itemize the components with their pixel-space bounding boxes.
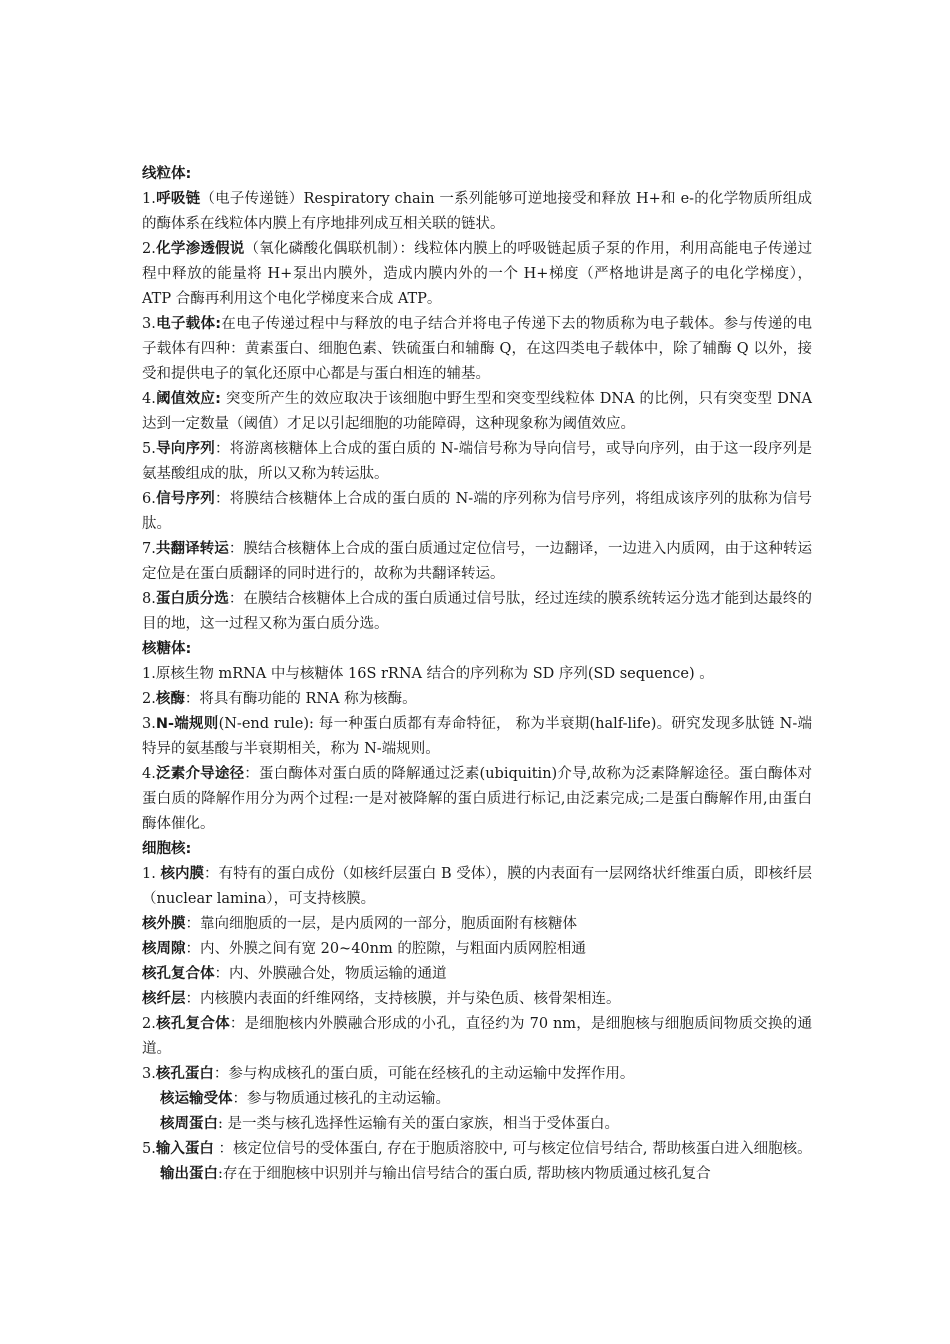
item-text: ：膜结合核糖体上合成的蛋白质通过定位信号，一边翻译，一边进入内质网，由于这种转运定位是在蛋白质翻译的同时进行的，故称为共翻译转运。 bbox=[142, 541, 813, 582]
item-number: 3. bbox=[142, 1066, 156, 1082]
definition-item bbox=[142, 1062, 812, 1087]
item-text: ：参与构成核孔的蛋白质，可能在经核孔的主动运输中发挥作用。 bbox=[213, 1066, 635, 1082]
item-text: 突变所产生的效应取决于该细胞中野生型和突变型线粒体 DNA 的比例，只有突变型 DNA 达到一定数量（阈值）才足以引起细胞的功能障碍，这种现象称为阈值效应。 bbox=[142, 391, 812, 432]
definition-item bbox=[142, 387, 812, 437]
definition-item bbox=[142, 687, 812, 712]
item-term: 电子载体: bbox=[155, 316, 222, 332]
definition-item bbox=[142, 1137, 812, 1162]
item-term: 信号序列 bbox=[155, 491, 216, 507]
item-term: 核周隙 bbox=[142, 941, 186, 957]
definition-item bbox=[142, 237, 812, 312]
item-term: 核周蛋白 bbox=[160, 1116, 218, 1132]
item-text: ：内、外膜融合处，物质运输的通道 bbox=[214, 966, 447, 982]
item-number: 5. bbox=[142, 441, 156, 457]
definition-item bbox=[142, 1012, 812, 1062]
definition-item bbox=[142, 1112, 812, 1137]
item-number: 2. bbox=[142, 241, 156, 257]
item-text: :存在于细胞核中识别并与输出信号结合的蛋白质, 帮助核内物质通过核孔复合 bbox=[218, 1166, 711, 1182]
item-term: 核内膜 bbox=[160, 866, 205, 882]
item-text: ：核定位信号的受体蛋白, 存在于胞质溶胶中, 可与核定位信号结合, 帮助核蛋白进入细胞核。 bbox=[213, 1141, 812, 1157]
item-text: ：将游离核糖体上合成的蛋白质的 N-端信号称为导向信号，或导向序列，由于这一段序列是氨基酸组成的肽，所以又称为转运肽。 bbox=[142, 441, 812, 482]
item-term: 化学渗透假说 bbox=[155, 241, 245, 257]
document-body bbox=[142, 162, 812, 1187]
item-text: (N-end rule): 每一种蛋白质都有寿命特征， 称为半衰期(half-life)。研究发现多肽链 N-端特异的氨基酸与半衰期相关，称为 N-端规则。 bbox=[142, 716, 813, 757]
item-text: 在电子传递过程中与释放的电子结合并将电子传递下去的物质称为电子载体。参与传递的电子载体有四种：黄素蛋白、细胞色素、铁硫蛋白和辅酶 Q，在这四类电子载体中，除了辅酶 Q 以外，接受和提供电子的氧化还原中心都是与蛋白相连的辅基。 bbox=[142, 316, 812, 382]
section-heading: 细胞核: bbox=[142, 841, 192, 857]
item-text: ：靠向细胞质的一层，是内质网的一部分，胞质面附有核糖体 bbox=[185, 916, 577, 932]
item-term: 核纤层 bbox=[142, 991, 186, 1007]
item-term: 核孔复合体 bbox=[155, 1016, 230, 1032]
definition-item bbox=[142, 487, 812, 537]
item-term: 导向序列 bbox=[155, 441, 216, 457]
definition-item bbox=[142, 312, 812, 387]
item-number: 6. bbox=[142, 491, 156, 507]
item-text: ：内、外膜之间有宽 20~40nm 的腔隙，与粗面内质网腔相通 bbox=[185, 941, 586, 957]
item-term: 泛素介导途径 bbox=[155, 766, 245, 782]
definition-item bbox=[142, 187, 812, 237]
item-text: ：参与物质通过核孔的主动运输。 bbox=[232, 1091, 450, 1107]
item-number: 7. bbox=[142, 541, 156, 557]
item-text: （氧化磷酸化偶联机制）：线粒体内膜上的呼吸链起质子泵的作用，利用高能电子传递过程中释放的能量将 H+泵出内膜外，造成内膜内外的一个 H+梯度（严格地讲是离子的电化学梯度），ATP 合酶再利用这个电化学梯度来合成 ATP。 bbox=[142, 241, 813, 307]
item-number: 1. bbox=[142, 191, 156, 207]
item-term: N-端规则 bbox=[155, 716, 219, 732]
item-number: 5. bbox=[142, 1141, 156, 1157]
item-number: 3. bbox=[142, 716, 156, 732]
definition-item bbox=[142, 1087, 812, 1112]
item-term: 共翻译转运 bbox=[155, 541, 229, 557]
item-number: 4. bbox=[142, 766, 156, 782]
item-number: 1. bbox=[142, 866, 161, 882]
item-term: 阈值效应: bbox=[155, 391, 221, 407]
item-text: ：内核膜内表面的纤维网络，支持核膜，并与染色质、核骨架相连。 bbox=[185, 991, 621, 1007]
definition-item bbox=[142, 987, 812, 1012]
item-text: ：在膜结合核糖体上合成的蛋白质通过信号肽，经过连续的膜系统转运分选才能到达最终的目的地，这一过程又称为蛋白质分选。 bbox=[142, 591, 813, 632]
item-text: ：将膜结合核糖体上合成的蛋白质的 N-端的序列称为信号序列，将组成该序列的肽称为信号肽。 bbox=[142, 491, 812, 532]
definition-item bbox=[142, 712, 812, 762]
definition-item bbox=[142, 862, 812, 912]
item-text: 原核生物 mRNA 中与核糖体 16S rRNA 结合的序列称为 SD 序列(SD sequence) 。 bbox=[155, 666, 714, 682]
definition-item bbox=[142, 962, 812, 987]
definition-item bbox=[142, 937, 812, 962]
item-term: 核运输受体 bbox=[160, 1091, 233, 1107]
definition-item bbox=[142, 662, 812, 687]
item-number: 2. bbox=[142, 691, 156, 707]
item-text: ：将具有酶功能的 RNA 称为核酶。 bbox=[184, 691, 417, 707]
definition-item bbox=[142, 912, 812, 937]
item-number: 2. bbox=[142, 1016, 156, 1032]
definition-item bbox=[142, 437, 812, 487]
item-term: 呼吸链 bbox=[155, 191, 201, 207]
definition-item bbox=[142, 762, 812, 837]
item-term: 输出蛋白 bbox=[160, 1166, 218, 1182]
definition-item bbox=[142, 537, 812, 587]
definition-item bbox=[142, 1162, 812, 1187]
item-text: ：蛋白酶体对蛋白质的降解通过泛素(ubiquitin)介导,故称为泛素降解途径。蛋白酶体对蛋白质的降解作用分为两个过程:一是对被降解的蛋白质进行标记,由泛素完成;二是蛋白酶解作用,由蛋白酶体催化。 bbox=[142, 766, 812, 832]
section-heading: 线粒体: bbox=[142, 166, 192, 182]
section-heading: 核糖体: bbox=[142, 641, 192, 657]
item-term: 核外膜 bbox=[142, 916, 186, 932]
item-text: : 是一类与核孔选择性运输有关的蛋白家族，相当于受体蛋白。 bbox=[218, 1116, 619, 1132]
item-text: ：是细胞核内外膜融合形成的小孔，直径约为 70 nm，是细胞核与细胞质间物质交换的通道。 bbox=[142, 1016, 813, 1057]
item-number: 4. bbox=[142, 391, 156, 407]
definition-item bbox=[142, 587, 812, 637]
item-text: ：有特有的蛋白成份（如核纤层蛋白 B 受体），膜的内表面有一层网络状纤维蛋白质，即核纤层（nuclear lamina），可支持核膜。 bbox=[142, 866, 812, 907]
item-term: 输入蛋白 bbox=[155, 1141, 214, 1157]
item-term: 核孔复合体 bbox=[142, 966, 215, 982]
item-term: 蛋白质分选 bbox=[155, 591, 229, 607]
item-number: 1. bbox=[142, 666, 156, 682]
item-number: 8. bbox=[142, 591, 156, 607]
item-term: 核酶 bbox=[155, 691, 185, 707]
item-number: 3. bbox=[142, 316, 156, 332]
item-term: 核孔蛋白 bbox=[155, 1066, 214, 1082]
item-text: （电子传递链）Respiratory chain 一系列能够可逆地接受和释放 H+和 e-的化学物质所组成的酶体系在线粒体内膜上有序地排列成互相关联的链状。 bbox=[142, 191, 813, 232]
